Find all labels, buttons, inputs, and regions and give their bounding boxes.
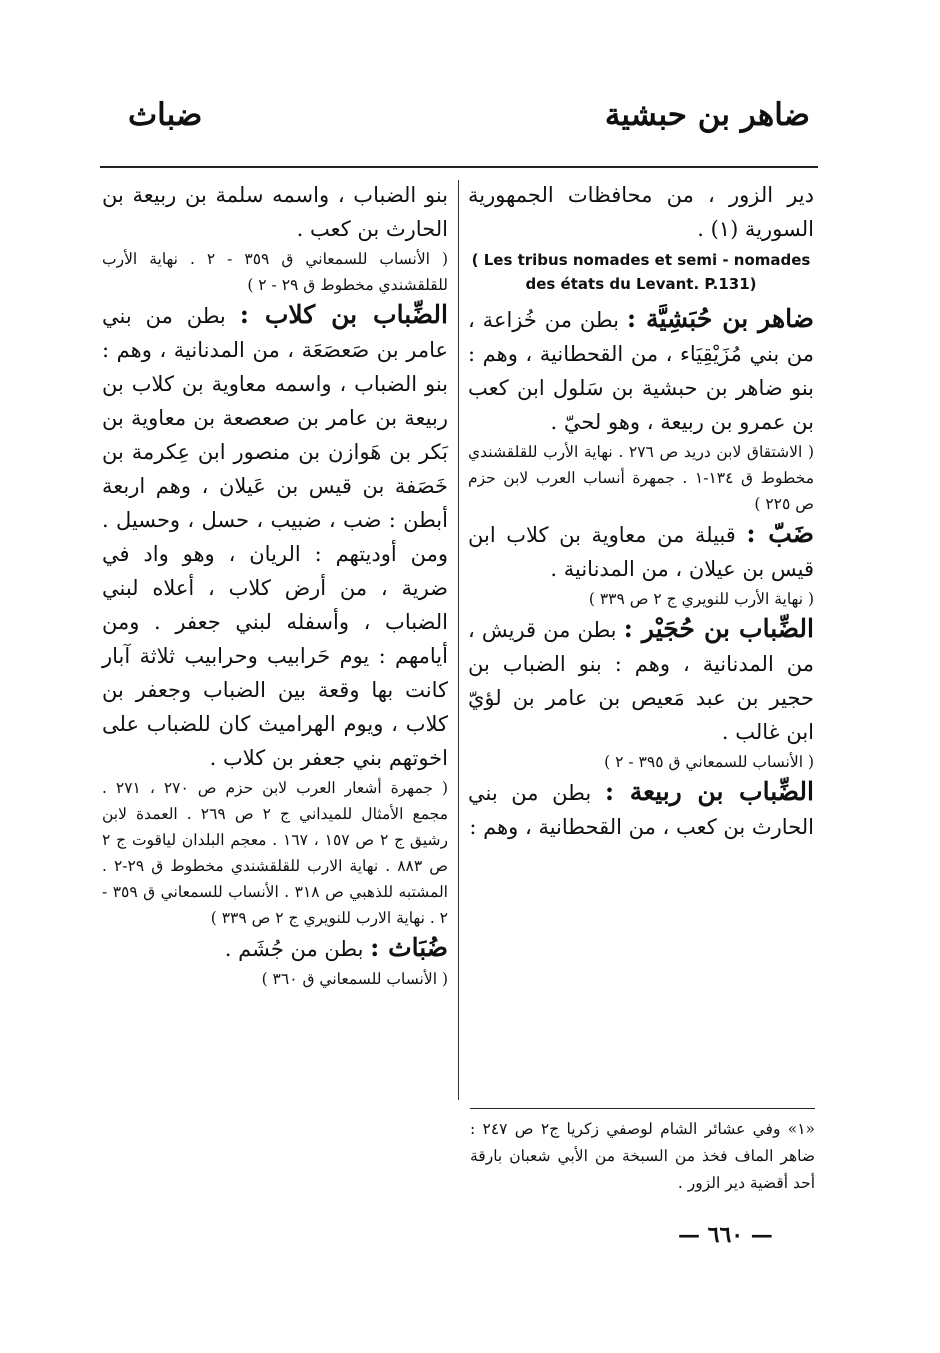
entry-dahir-bin-habashiya: [468, 302, 814, 439]
entry-references: ( نهاية الأرب للنويري ج ٢ ص ٣٣٩ ): [588, 590, 814, 608]
latin-reference: ( Les tribus nomades et semi - nomades des états du Levant. P.131): [471, 251, 811, 293]
entry-text: بطن من بني الحارث بن كعب ، من القحطانية ، وهم :: [468, 781, 814, 839]
entry-text: بطن من جُشَم .: [224, 937, 364, 961]
footnote: «١» وفي عشائر الشام لوصفي زكريا ج٢ ص ٢٤٧ : ضاهر الماف فخذ من السبخة من الأبي شعبان بارقة أحد أقضية دير الزور .: [470, 1120, 816, 1192]
column-divider: [458, 180, 459, 1100]
page-number: — ٦٦٠ —: [678, 1222, 773, 1248]
entry-dabb: [468, 517, 814, 586]
entry-text: بطن من قريش ، من المدنانية ، وهم : بنو الضباب بن حجير بن عبد مَعيص بن عامر بن لؤيّ ابن غالب .: [468, 618, 814, 744]
entry-text: بطن من خُزاعة ، من بني مُزَيْقِيَاء ، من القحطانية ، وهم : بنو ضاهر بن حبشية بن سَلول ابن كعب بن عمرو بن ربيعة ، وهو لحيّ .: [468, 308, 814, 434]
continued-entry-text: بنو الضباب ، واسمه سلمة بن ربيعة بن الحارث بن كعب .: [102, 183, 448, 241]
entry-references: ( الأنساب للسمعاني ق ٣٥٩ - ٢ . نهاية الأرب للقلقشندي مخطوط ق ٢٩ - ٢ ): [102, 250, 449, 294]
entry-headword: الضِّباب بن ربيعة :: [604, 777, 814, 806]
right-column: [468, 178, 814, 844]
entry-dibab-bin-kilab: [102, 298, 448, 775]
entry-headword: ضاهر بن حُبَشِيَّة :: [626, 304, 814, 333]
left-column: [102, 178, 448, 992]
entry-dibab-bin-hujayr: [468, 612, 814, 749]
entry-references: ( الأنساب للسمعاني ق ٣٩٥ - ٢ ): [604, 753, 814, 771]
entry-headword: ضُبَاث :: [370, 933, 448, 962]
entry-headword: ضَبّ :: [746, 519, 814, 548]
running-head-left: ضباث: [128, 97, 203, 133]
entry-text: قبيلة من معاوية بن كلاب ابن قيس بن عيلان ، من المدنانية .: [468, 523, 814, 581]
entry-dibab-bin-rabia: [468, 775, 814, 844]
footnote-rule: [470, 1108, 815, 1109]
entry-text: بطن من بني عامر بن صَعصَعَة ، من المدنانية ، وهم : بنو الضباب ، واسمه معاوية بن كلاب بن ربيعة بن عامر بن صعصعة بن معاوية بن بَكر بن هَوازن بن منصور ابن عِكرمة بن خَصَفة بن قيس بن عَيلان ، وهم اربعة أبطن : ضب ، ضبيب ، حسل ، وحسيل . ومن أوديتهم : الريان ، وهو واد في ضرية ، من أرض كلاب ، أعلاه لبني الضباب ، وأسفله لبني جعفر . ومن أيامهم : يوم حَرابيب وحرابيب ثلاثة آبار كانت بها وقعة بين الضباب وجعفر بن كلاب ، ويوم الهراميث كان للضباب على اخوتهم بني جعفر بن كلاب .: [102, 304, 448, 770]
entry-dubath: [102, 931, 448, 966]
entry-references: ( الاشتقاق لابن دريد ص ٢٧٦ . نهاية الأرب للقلقشندي مخطوط ق ١٣٤-١ . جمهرة أنساب العرب لابن حزم ص ٢٢٥ ): [468, 443, 814, 513]
header-rule: [100, 166, 818, 168]
running-head-right: ضاهر بن حبشية: [604, 97, 810, 133]
entry-headword: الضِّباب بن حُجَيْر :: [623, 614, 814, 643]
entry-references: ( جمهرة أشعار العرب لابن حزم ص ٢٧٠ ، ٢٧١ . مجمع الأمثال للميداني ج ٢ ص ٢٦٩ . العمدة لابن رشيق ج ٢ ص ١٥٧ ، ١٦٧ . معجم البلدان لياقوت ج ٢ ص ٨٨٣ . نهاية الارب للقلقشندي مخطوط ق ٢٩-٢ . المشتبه للذهبي ص ٣١٨ . الأنساب للسمعاني ق ٣٥٩ - ٢ . نهاية الارب للنويري ج ٢ ص ٣٣٩ ): [102, 779, 448, 927]
entry-headword: الضِّباب بن كلاب :: [239, 300, 448, 329]
continued-entry-text: دير الزور ، من محافظات الجمهورية السورية (١) .: [468, 183, 814, 241]
entry-references: ( الأنساب للسمعاني ق ٣٦٠ ): [261, 970, 448, 988]
